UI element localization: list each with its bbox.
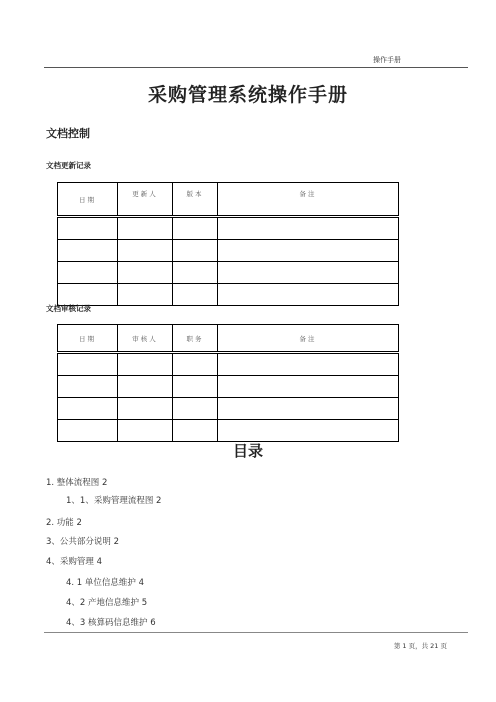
table-cell [173,376,218,398]
table-cell [173,240,218,262]
table-header-row [58,325,399,353]
table-row [58,240,399,262]
review-record-table [57,324,399,442]
footer-divider [44,632,468,633]
table-cell [58,262,118,284]
review-record-heading: 文档审核记录 [46,304,91,313]
table-cell [118,240,173,262]
table-cell [118,376,173,398]
table-row [58,376,399,398]
table-cell [218,420,399,442]
toc-entry-3[interactable]: 3、公共部分说明 2 [46,537,120,547]
table-cell [58,398,118,420]
running-header: 操作手册 [373,56,401,64]
page-number: 第 1 页，共 21 页 [393,642,447,650]
table-cell [218,284,399,306]
table-cell [58,217,118,240]
column-header-date: 日期 [58,183,118,217]
table-cell [218,376,399,398]
column-header-reviewer: 审核人 [118,325,173,353]
document-title: 采购管理系统操作手册 [147,84,348,106]
table-cell [173,353,218,376]
table-cell [118,398,173,420]
table-cell [118,217,173,240]
header-divider [44,67,468,68]
table-cell [118,262,173,284]
table-cell [58,376,118,398]
table-cell [173,217,218,240]
toc-entry-4-3[interactable]: 4、3 核算码信息维护 6 [66,618,156,628]
table-cell [58,353,118,376]
column-header-position: 职务 [173,325,218,353]
table-cell [58,240,118,262]
table-cell [173,262,218,284]
table-row [58,353,399,376]
table-row [58,420,399,442]
toc-entry-1[interactable]: 1. 整体流程图 2 [46,478,108,488]
table-cell [118,420,173,442]
table-cell [218,398,399,420]
table-cell [173,398,218,420]
toc-entry-4[interactable]: 4、采购管理 4 [46,557,103,567]
toc-entry-4-1[interactable]: 4. 1 单位信息维护 4 [66,578,145,588]
toc-entry-2[interactable]: 2. 功能 2 [46,518,82,528]
table-cell [218,240,399,262]
toc-title: 目录 [232,442,263,460]
table-row [58,398,399,420]
doc-control-heading: 文档控制 [46,127,90,140]
table-cell [218,217,399,240]
table-row [58,262,399,284]
table-cell [58,420,118,442]
table-cell [218,262,399,284]
update-record-table [57,182,399,306]
toc-entry-1-1[interactable]: 1、1、采购管理流程图 2 [66,496,162,506]
column-header-date: 日期 [58,325,118,353]
table-row [58,284,399,306]
table-cell [118,353,173,376]
update-record-heading: 文档更新记录 [46,161,91,170]
table-cell [173,284,218,306]
table-cell [218,353,399,376]
column-header-version: 版本 [173,183,218,217]
table-header-row [58,183,399,217]
column-header-updater: 更新人 [118,183,173,217]
column-header-remarks: 备注 [218,325,399,353]
toc-entry-4-2[interactable]: 4、2 产地信息维护 5 [66,598,148,608]
table-row [58,217,399,240]
column-header-remarks: 备注 [218,183,399,217]
table-cell [173,420,218,442]
table-cell [118,284,173,306]
